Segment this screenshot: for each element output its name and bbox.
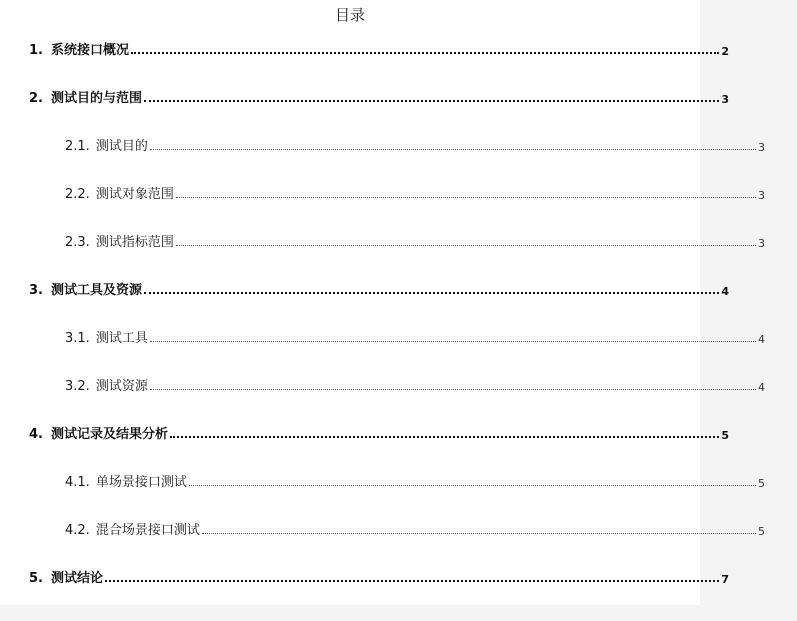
toc-entry-number: 2. (29, 91, 43, 106)
dot-leader (150, 149, 756, 150)
toc-entry-page: 3 (721, 93, 729, 106)
toc-entry-number: 5. (29, 571, 43, 586)
toc-entry-number: 3. (29, 283, 43, 298)
toc-entry-page: 5 (721, 429, 729, 442)
toc-entry-text: 测试指标范围 (95, 235, 174, 250)
toc-entry-page: 3 (758, 237, 765, 250)
toc-entry-5[interactable] (0, 564, 761, 586)
toc-entry-number: 1. (29, 43, 43, 58)
toc-entry-4[interactable] (0, 420, 761, 442)
toc-entry-text: 测试工具 (95, 331, 148, 346)
dot-leader (105, 580, 719, 582)
toc-entry-4-1[interactable] (0, 468, 797, 490)
toc-entry-page: 4 (721, 285, 729, 298)
dot-leader (150, 389, 756, 390)
toc-entry-page: 2 (721, 45, 729, 58)
toc-entry-number: 2.3. (65, 235, 90, 250)
toc-entry-number: 4.1. (65, 475, 90, 490)
toc-entry-number: 4.2. (65, 523, 90, 538)
toc-entry-text: 测试记录及结果分析 (50, 427, 168, 442)
toc-entry-text: 系统接口概况 (50, 43, 129, 58)
dot-leader (131, 52, 719, 54)
toc-entry-text: 单场景接口测试 (95, 475, 187, 490)
toc-entry-number: 3.1. (65, 331, 90, 346)
toc-entry-text: 测试结论 (50, 571, 103, 586)
toc-entry-text: 测试工具及资源 (50, 283, 142, 298)
toc-entry-3-2[interactable] (0, 372, 797, 394)
toc-entry-page: 3 (758, 141, 765, 154)
dot-leader (202, 533, 756, 534)
toc-title: 目录 (334, 6, 365, 24)
toc-entry-page: 3 (758, 189, 765, 202)
toc-entry-page: 5 (758, 477, 765, 490)
toc-entry-page: 5 (758, 525, 765, 538)
toc-entry-2[interactable] (0, 84, 761, 106)
toc-entry-1[interactable] (0, 36, 761, 58)
toc-entry-3-1[interactable] (0, 324, 797, 346)
toc-entry-3[interactable] (0, 276, 761, 298)
dot-leader (176, 197, 756, 198)
dot-leader (144, 100, 719, 102)
dot-leader (150, 341, 756, 342)
toc-entry-2-3[interactable] (0, 228, 797, 250)
toc-entry-2-2[interactable] (0, 180, 797, 202)
toc-entry-text: 测试目的 (95, 139, 148, 154)
dot-leader (170, 436, 719, 438)
toc-entry-number: 4. (29, 427, 43, 442)
toc-entry-2-1[interactable] (0, 132, 797, 154)
toc-entry-text: 混合场景接口测试 (95, 523, 200, 538)
toc-entry-number: 2.1. (65, 139, 90, 154)
toc-entry-page: 4 (758, 333, 765, 346)
toc-entry-text: 测试对象范围 (95, 187, 174, 202)
toc-entry-page: 4 (758, 381, 765, 394)
toc-entry-text: 测试目的与范围 (50, 91, 142, 106)
toc-entry-text: 测试资源 (95, 379, 148, 394)
toc-entry-page: 7 (721, 573, 729, 586)
toc-entry-number: 3.2. (65, 379, 90, 394)
toc-entry-4-2[interactable] (0, 516, 797, 538)
dot-leader (144, 292, 719, 294)
toc-entry-number: 2.2. (65, 187, 90, 202)
dot-leader (189, 485, 756, 486)
dot-leader (176, 245, 756, 246)
